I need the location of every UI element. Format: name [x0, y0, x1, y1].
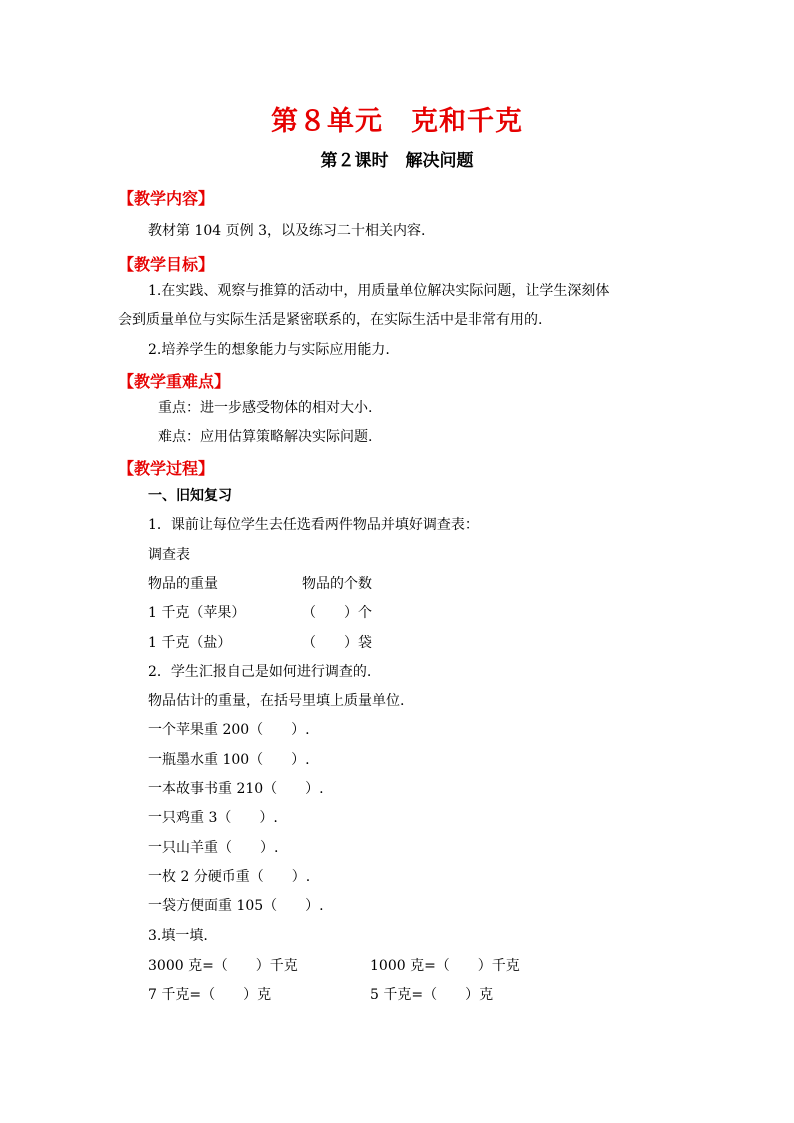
part-1-title: 一、旧知复习 — [148, 488, 232, 504]
survey-column-weight: 物品的重量 — [148, 576, 218, 592]
estimate-item: 一本故事书重 210（ ）. — [148, 781, 324, 797]
estimate-item: 一枚 2 分硬币重（ ）. — [148, 869, 311, 885]
teaching-content-text: 教材第 104 页例 3，以及练习二十相关内容. — [148, 223, 426, 239]
fill-item: 7 千克=（ ）克 — [148, 987, 272, 1003]
step-2-text: 2．学生汇报自己是如何进行调查的. — [148, 664, 372, 680]
goal-1-line-1: 1.在实践、观察与推算的活动中，用质量单位解决实际问题，让学生深刻体 — [148, 283, 610, 299]
estimate-item: 一只山羊重（ ）. — [148, 840, 279, 856]
step-3-text: 3.填一填. — [148, 928, 208, 944]
survey-row-apple-count: （ ）个 — [302, 605, 372, 621]
heading-key-points: 【教学重难点】 — [118, 372, 231, 391]
survey-row-salt-item: 1 千克（盐） — [148, 635, 232, 651]
page-title: 第８单元 克和千克 — [271, 106, 523, 137]
fill-item: 5 千克=（ ）克 — [370, 987, 494, 1003]
estimate-item: 一个苹果重 200（ ）. — [148, 722, 310, 738]
goal-2: 2.培养学生的想象能力与实际应用能力. — [148, 342, 390, 358]
heading-teaching-content: 【教学内容】 — [118, 189, 215, 208]
heading-teaching-process: 【教学过程】 — [118, 459, 215, 478]
estimate-intro: 物品估计的重量，在括号里填上质量单位. — [148, 693, 405, 709]
key-point-text: 重点：进一步感受物体的相对大小. — [158, 400, 373, 416]
survey-row-apple-item: 1 千克（苹果） — [148, 605, 246, 621]
survey-column-count: 物品的个数 — [302, 576, 372, 592]
estimate-item: 一瓶墨水重 100（ ）. — [148, 752, 310, 768]
lesson-subtitle: 第２课时 解决问题 — [320, 151, 474, 171]
goal-1-line-2: 会到质量单位与实际生活是紧密联系的，在实际生活中是非常有用的. — [118, 312, 543, 328]
estimate-item: 一只鸡重 3（ ）. — [148, 810, 278, 826]
fill-item: 3000 克=（ ）千克 — [148, 958, 298, 974]
step-1-text: 1．课前让每位学生去任选看两件物品并填好调查表： — [148, 517, 479, 533]
estimate-item: 一袋方便面重 105（ ）. — [148, 898, 324, 914]
difficulty-text: 难点：应用估算策略解决实际问题. — [158, 429, 373, 445]
survey-row-salt-count: （ ）袋 — [302, 635, 372, 651]
fill-item: 1000 克=（ ）千克 — [370, 958, 520, 974]
heading-teaching-goals: 【教学目标】 — [118, 255, 215, 274]
survey-title: 调查表 — [148, 547, 190, 563]
